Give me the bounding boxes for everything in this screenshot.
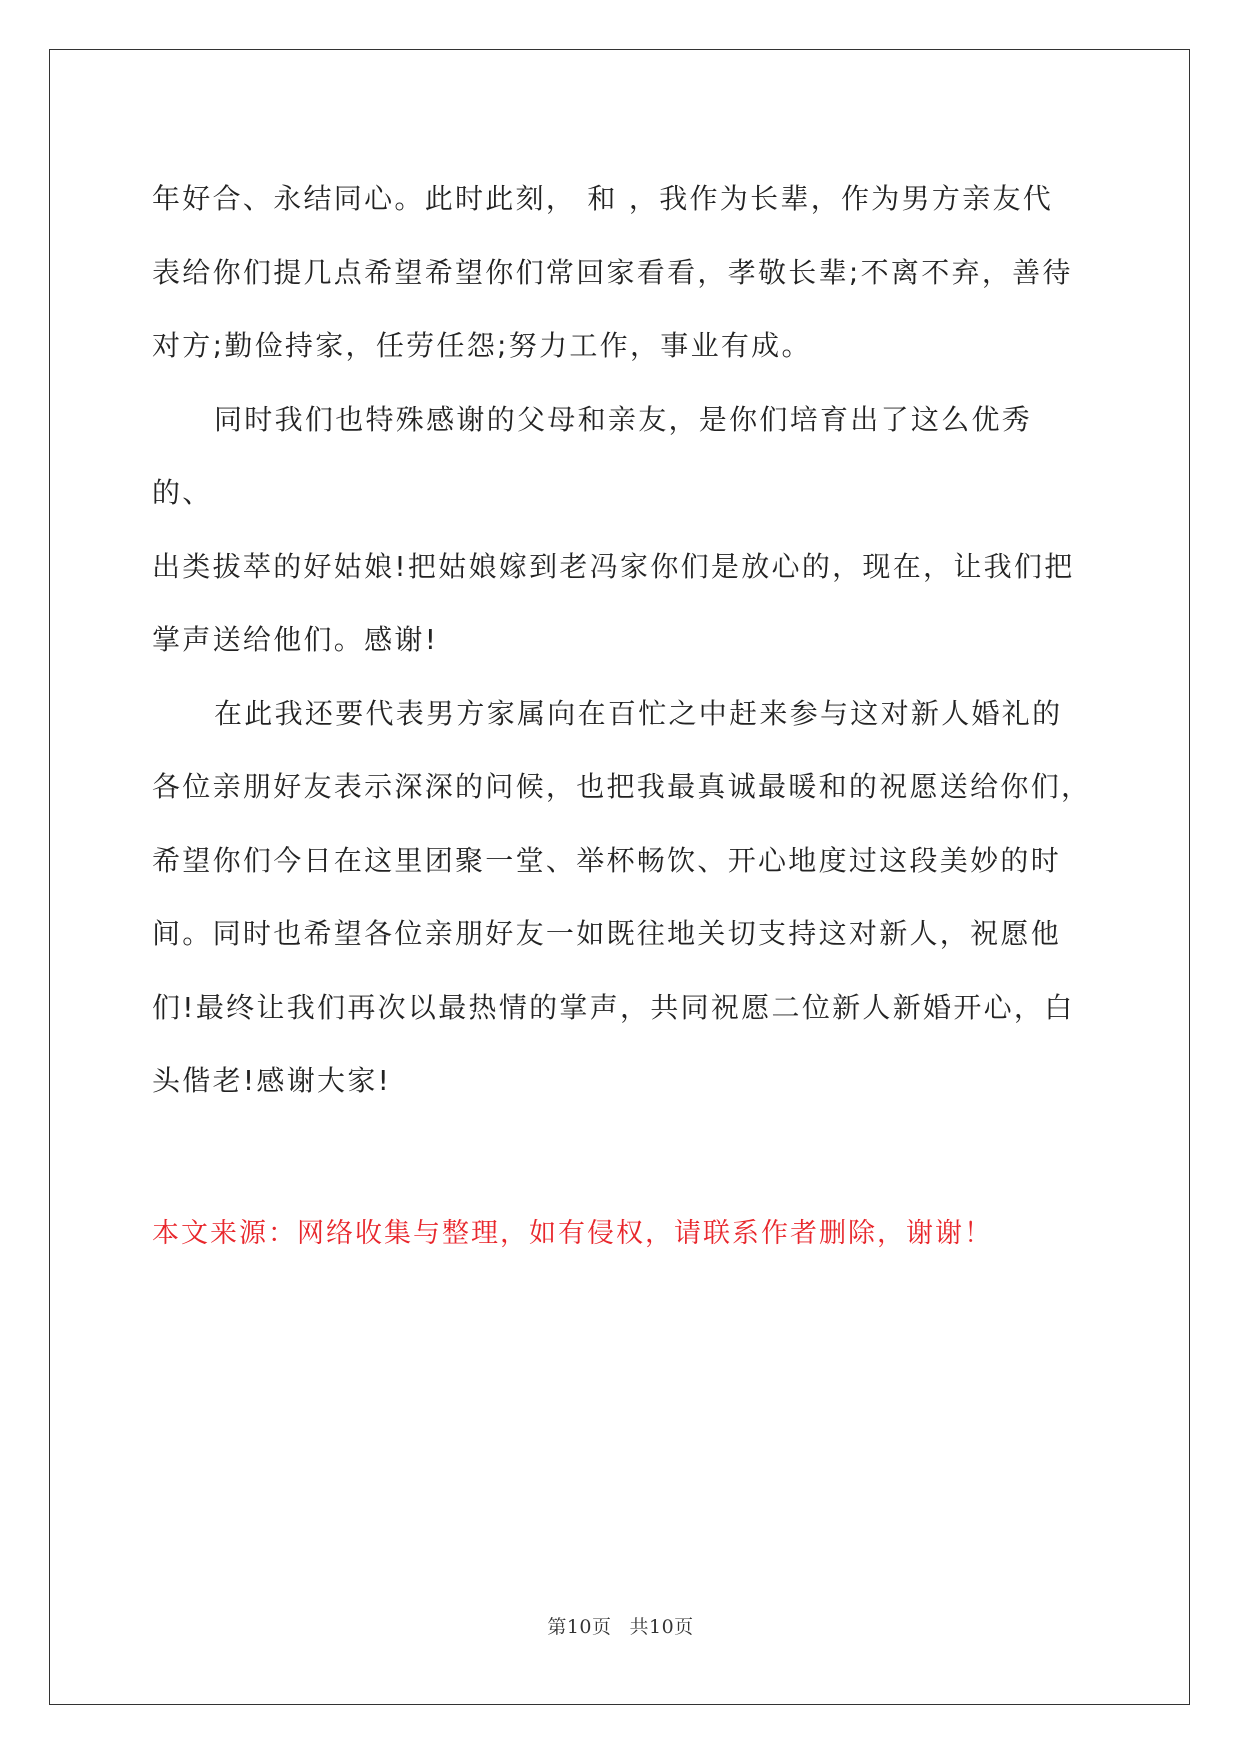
paragraph-3 bbox=[152, 677, 1092, 1118]
text-line: 头偕老!感谢大家! bbox=[152, 1064, 392, 1097]
text-line: 年好合、永结同心。此时此刻， 和 ，我作为长辈，作为男方亲友代 bbox=[152, 182, 1054, 215]
text-line: 掌声送给他们。感谢! bbox=[152, 623, 439, 656]
paragraph-2 bbox=[152, 383, 1092, 677]
text-line: 在此我还要代表男方家属向在百忙之中赶来参与这对新人婚礼的 bbox=[214, 696, 1063, 730]
text-line: 表给你们提几点希望希望你们常回家看看，孝敬长辈;不离不弃，善待 bbox=[152, 255, 1073, 289]
document-body bbox=[152, 162, 1092, 1118]
text-line: 们!最终让我们再次以最热情的掌声，共同祝愿二位新人新婚开心，白 bbox=[152, 990, 1075, 1024]
text-line: 间。同时也希望各位亲朋好友一如既往地关切支持这对新人，祝愿他 bbox=[152, 917, 1062, 950]
total-pages-label: 共10页 bbox=[629, 1616, 694, 1638]
text-line: 同时我们也特殊感谢的父母和亲友，是你们培育出了这么优秀的、 bbox=[152, 402, 1033, 509]
text-line: 对方;勤俭持家，任劳任怨;努力工作，事业有成。 bbox=[152, 329, 812, 362]
source-disclaimer: 本文来源：网络收集与整理，如有侵权，请联系作者删除，谢谢！ bbox=[152, 1218, 993, 1249]
paragraph-1 bbox=[152, 162, 1092, 383]
text-line: 希望你们今日在这里团聚一堂、举杯畅饮、开心地度过这段美妙的时 bbox=[152, 843, 1062, 877]
text-line: 出类拔萃的好姑娘!把姑娘嫁到老冯家你们是放心的，现在，让我们把 bbox=[152, 549, 1075, 583]
page-number-footer bbox=[0, 1612, 1241, 1639]
current-page-label: 第10页 bbox=[547, 1616, 612, 1638]
text-line: 各位亲朋好友表示深深的问候，也把我最真诚最暖和的祝愿送给你们， bbox=[152, 770, 1092, 803]
